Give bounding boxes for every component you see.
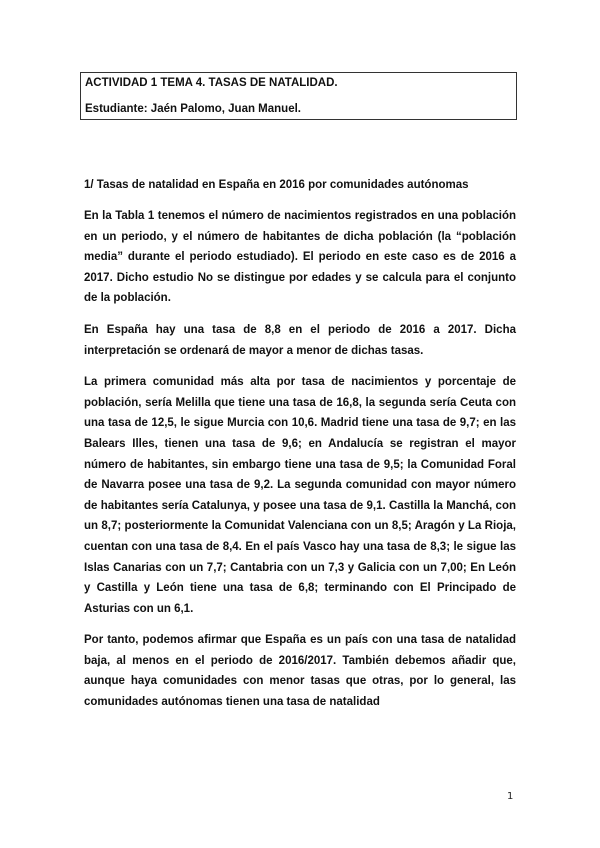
section-title: 1/ Tasas de natalidad en España en 2016 por comunidades autónomas (84, 179, 469, 191)
page-number: 1 (507, 791, 514, 802)
activity-title: ACTIVIDAD 1 TEMA 4. TASAS DE NATALIDAD. (85, 77, 338, 89)
document-body (84, 178, 516, 724)
paragraph-conclusion: Por tanto, podemos afirmar que España es un país con una tasa de natalidad baja, al menos en el periodo de 2016/2017. También debemos añadir que, aunque haya comunidades con menor tasas que otras, por lo general, las comunidades autónomas tienen una tasa de natalidad (84, 634, 516, 709)
header-box (80, 72, 517, 120)
paragraph-spain-rate: En España hay una tasa de 8,8 en el periodo de 2016 a 2017. Dicha interpretación se ordenará de mayor a menor de dichas tasas. (84, 323, 516, 357)
paragraph-intro: En la Tabla 1 tenemos el número de nacimientos registrados en una población en un periodo, y el número de habitantes de dicha población (la “población media” durante el periodo estudiado). El periodo en este caso es de 2016 a 2017. Dicho estudio No se distingue por edades y se calcula para el conjunto de la población. (84, 210, 516, 305)
student-name: Estudiante: Jaén Palomo, Juan Manuel. (85, 103, 301, 115)
paragraph-communities: La primera comunidad más alta por tasa de nacimientos y porcentaje de población, sería Melilla que tiene una tasa de 16,8, la segunda sería Ceuta con una tasa de 12,5, le sigue Murcia con 10,6. Madrid tiene una tasa de 9,7; en las Balears Illes, tienen una tasa de 9,6; en Andalucía se registran el mayor número de habitantes, sin embargo tiene una tasa de 9,5; la Comunidad Foral de Navarra posee una tasa de 9,2. La segunda comunidad con mayor número de habitantes sería Catalunya, y posee una tasa de 9,1. Castilla la Manchá, con un 8,7; posteriormente la Comunidat Valenciana con un 8,5; Aragón y La Rioja, cuentan con una tasa de 8,4. En el país Vasco hay una tasa de 8,3; le sigue las Islas Canarias con un 7,7; Cantabria con un 7,3 y Galicia con un 7,00; En León y Castilla y León tiene una tasa de 6,8; terminando con El Principado de Asturias con un 6,1. (84, 376, 516, 615)
